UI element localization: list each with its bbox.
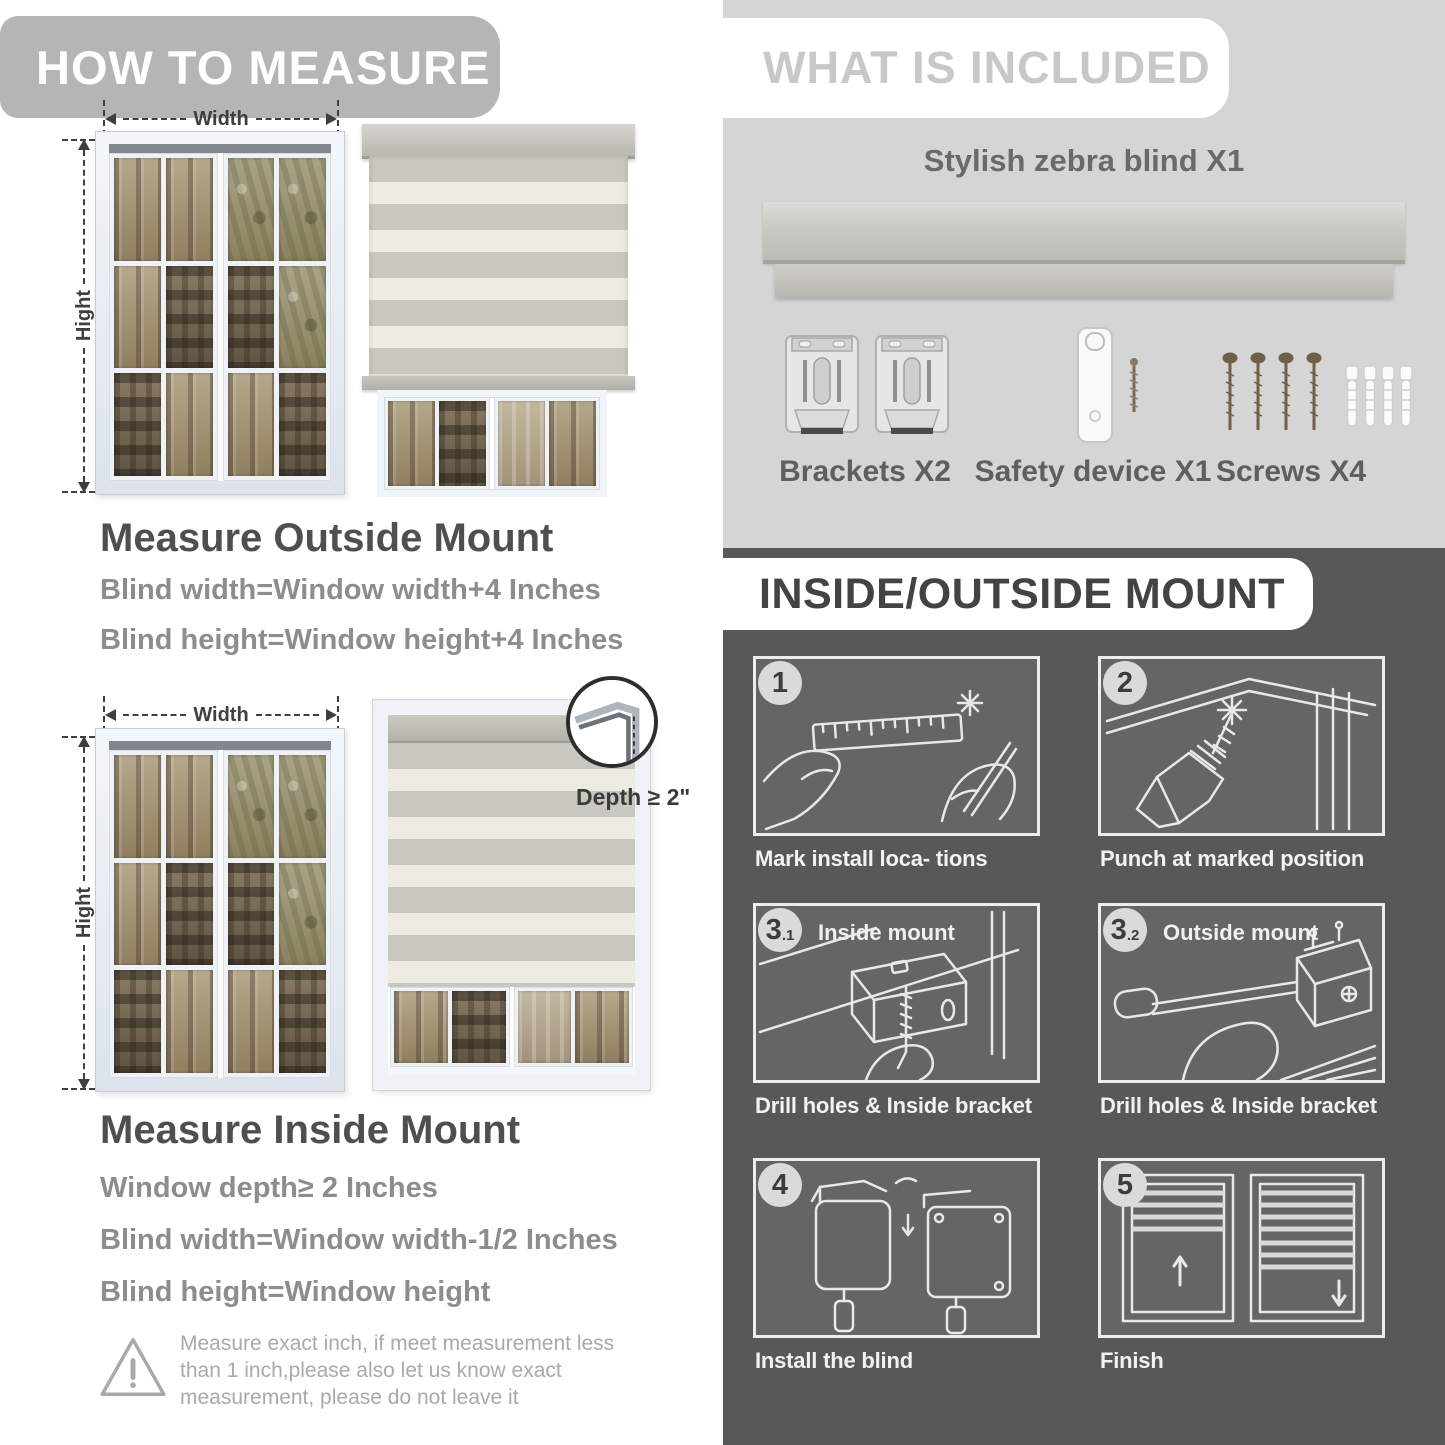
brackets-image xyxy=(783,330,951,442)
outside-mount-title: Measure Outside Mount xyxy=(100,516,554,560)
window-under-blind xyxy=(377,390,607,497)
product-title: Stylish zebra blind X1 xyxy=(923,143,1245,178)
warning-text: Measure exact inch, if meet measurement less than 1 inch,please also let us know exact measurement, please do not leave it xyxy=(180,1332,615,1409)
step-caption-5: Finish xyxy=(1100,1348,1164,1373)
window-under-blind xyxy=(388,987,635,1067)
depth-label: Depth ≥ 2" xyxy=(576,784,691,810)
inside-mount-line-2: Blind width=Window width-1/2 Inches xyxy=(100,1224,618,1256)
inside-mount-title: Measure Inside Mount xyxy=(100,1108,521,1152)
step-panel-3-2: 3 .2 Outside mount xyxy=(1098,903,1385,1083)
step-panel-3-1: 3 .1 Inside mount xyxy=(753,903,1040,1083)
screws-image xyxy=(1218,348,1413,444)
height-label: Hight xyxy=(72,887,95,939)
step-badge: 3 .1 xyxy=(758,908,802,952)
what-is-included-title: WHAT IS INCLUDED xyxy=(763,42,1211,93)
how-to-measure-title: HOW TO MEASURE xyxy=(36,40,491,94)
window-track xyxy=(109,144,331,153)
step-panel-1 xyxy=(753,656,1040,836)
step-badge: 3 .2 xyxy=(1103,908,1147,952)
step-panel-4 xyxy=(753,1158,1040,1338)
height-arrow xyxy=(72,736,96,1090)
safety-device-image xyxy=(1058,326,1153,448)
window-sash xyxy=(109,153,218,481)
step-badge: 5 xyxy=(1103,1163,1147,1207)
arrow-up-icon xyxy=(78,736,90,747)
inside-mount-line-1: Window depth≥ 2 Inches xyxy=(100,1172,438,1204)
warning-triangle-icon xyxy=(98,1326,168,1408)
outside-mount-line-1: Blind width=Window width+4 Inches xyxy=(100,574,601,606)
mount-section-banner xyxy=(723,558,1313,630)
window-sash xyxy=(223,750,332,1078)
safety-device-label: Safety device X1 xyxy=(974,455,1212,488)
step-caption-4: Install the blind xyxy=(755,1348,913,1373)
outside-mount-line-2: Blind height=Window height+4 Inches xyxy=(100,624,624,656)
width-label: Width xyxy=(193,703,249,726)
step-badge: 1 xyxy=(758,661,802,705)
width-arrow xyxy=(105,704,337,726)
width-arrow xyxy=(105,108,337,130)
window-sash xyxy=(109,750,218,1078)
arrow-up-icon xyxy=(78,139,90,150)
screws-label: Screws X4 xyxy=(1215,455,1367,488)
blind-headrail-lip xyxy=(775,264,1393,297)
blind-stripes xyxy=(388,743,635,987)
window-corner-detail xyxy=(570,680,654,764)
window-sash xyxy=(223,153,332,481)
window-photo-inside-mount xyxy=(95,728,345,1092)
blind-headrail-image xyxy=(763,202,1405,264)
window-track xyxy=(109,741,331,750)
what-is-included-banner xyxy=(723,18,1229,118)
blind-bottom-rail xyxy=(362,376,635,390)
arrow-right-icon xyxy=(326,113,337,125)
inside-mount-line-3: Blind height=Window height xyxy=(100,1276,491,1308)
step-caption-2: Punch at marked position xyxy=(1100,846,1365,871)
step-caption-1: Mark install loca- tions xyxy=(755,846,988,871)
how-to-measure-banner xyxy=(0,16,500,118)
step-caption-3-2: Drill holes & Inside bracket xyxy=(1100,1093,1377,1118)
step-panel-2 xyxy=(1098,656,1385,836)
height-label: Hight xyxy=(72,290,95,342)
blind-cassette xyxy=(362,124,635,159)
mount-instructions-section xyxy=(723,548,1445,1445)
window-photo-outside-mount xyxy=(95,131,345,495)
arrow-down-icon xyxy=(78,482,90,493)
brackets-label: Brackets X2 xyxy=(779,455,951,488)
step-badge: 2 xyxy=(1103,661,1147,705)
step-panel-5 xyxy=(1098,1158,1385,1338)
mount-section-title: INSIDE/OUTSIDE MOUNT xyxy=(759,569,1286,618)
depth-magnifier xyxy=(566,676,658,768)
step-caption-3-1: Drill holes & Inside bracket xyxy=(755,1093,1032,1118)
arrow-left-icon xyxy=(105,113,116,125)
height-arrow xyxy=(72,139,96,493)
step-badge: 4 xyxy=(758,1163,802,1207)
arrow-right-icon xyxy=(326,709,337,721)
arrow-left-icon xyxy=(105,709,116,721)
blind-stripes xyxy=(369,156,628,376)
what-is-included-section xyxy=(723,0,1445,548)
arrow-down-icon xyxy=(78,1079,90,1090)
width-label: Width xyxy=(193,107,249,130)
